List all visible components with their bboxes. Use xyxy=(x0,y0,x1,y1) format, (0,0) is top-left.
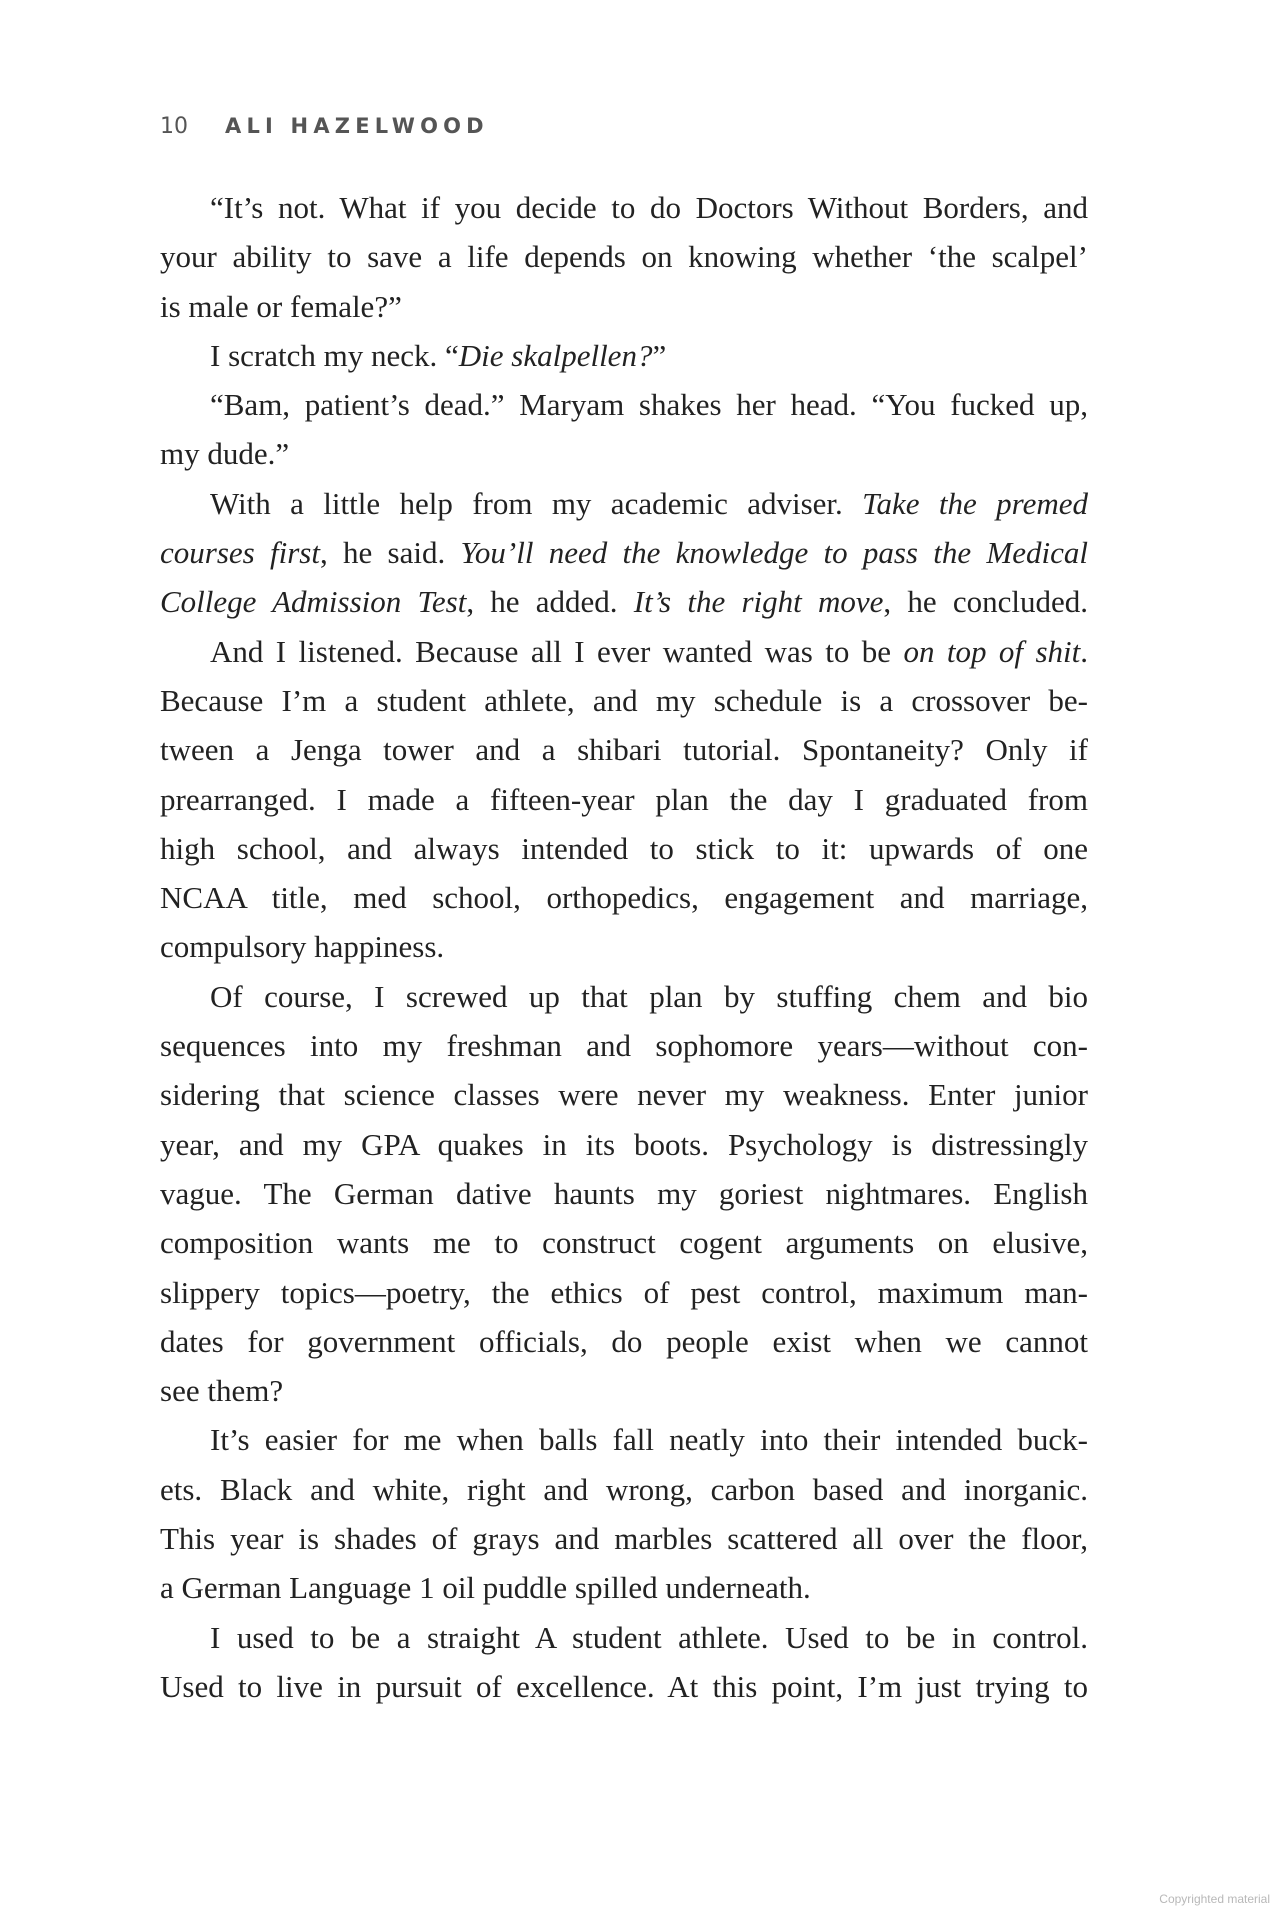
text-run: With a little help from my academic adviser. xyxy=(210,485,863,521)
text-run: Because I’m a student athlete, and my schedule is a crossover be- xyxy=(160,682,1088,718)
text-run: my dude.” xyxy=(160,436,290,472)
text-run: tween a Jenga tower and a shibari tutorial. Spontaneity? Only if xyxy=(160,732,1088,768)
italic-text-run: courses first xyxy=(160,535,320,571)
text-run: . xyxy=(1080,633,1088,669)
text-line xyxy=(160,972,1088,1021)
text-run: ” xyxy=(652,337,667,373)
text-run: “It’s not. What if you decide to do Doctors Without Borders, and xyxy=(210,190,1088,225)
text-run: NCAA title, med school, orthopedics, engagement and marriage, xyxy=(160,880,1088,916)
text-line xyxy=(160,922,1088,971)
italic-text-run: Die skalpellen? xyxy=(458,337,653,373)
running-head xyxy=(160,112,489,141)
text-line xyxy=(160,725,1088,774)
text-run: ets. Black and white, right and wrong, carbon based and inorganic. xyxy=(160,1471,1088,1507)
text-run: slippery topics—poetry, the ethics of pest control, maximum man- xyxy=(160,1274,1088,1310)
text-run: It’s easier for me when balls fall neatly into their intended buck- xyxy=(210,1422,1088,1458)
text-run: a German Language 1 oil puddle spilled underneath. xyxy=(160,1570,811,1606)
text-line xyxy=(160,1169,1088,1218)
text-line xyxy=(160,1317,1088,1366)
text-line xyxy=(160,775,1088,824)
text-line xyxy=(160,1070,1088,1119)
copyright-watermark: Copyrighted material xyxy=(1159,1892,1270,1906)
text-run: vague. The German dative haunts my goriest nightmares. English xyxy=(160,1175,1088,1211)
text-run: Of course, I screwed up that plan by stuffing chem and bio xyxy=(210,978,1088,1014)
text-line xyxy=(160,331,1088,380)
author-name: ALI HAZELWOOD xyxy=(225,114,489,138)
text-line xyxy=(160,282,1088,331)
text-line xyxy=(160,528,1088,577)
text-run: year, and my GPA quakes in its boots. Psychology is distressingly xyxy=(160,1126,1088,1162)
body-text xyxy=(160,183,1088,1711)
text-run: see them? xyxy=(160,1373,284,1409)
text-line xyxy=(160,183,1088,232)
text-line xyxy=(160,1021,1088,1070)
text-line xyxy=(160,1465,1088,1514)
text-line xyxy=(160,577,1088,626)
text-run: And I listened. Because all I ever wanted was to be xyxy=(210,633,904,669)
text-run: “Bam, patient’s dead.” Maryam shakes her head. “You fucked up, xyxy=(210,387,1088,423)
text-line xyxy=(160,824,1088,873)
text-run: I scratch my neck. “ xyxy=(210,337,459,373)
text-run: high school, and always intended to stick to it: upwards of one xyxy=(160,830,1088,866)
text-run: , he added. xyxy=(466,584,634,620)
italic-text-run: You’ll need the knowledge to pass the Medical xyxy=(460,535,1088,571)
text-run: compulsory happiness. xyxy=(160,929,445,965)
page-number: 10 xyxy=(160,114,188,139)
text-run: I used to be a straight A student athlete. Used to be in control. xyxy=(210,1619,1088,1655)
text-line xyxy=(160,1514,1088,1563)
text-line xyxy=(160,1120,1088,1169)
text-line xyxy=(160,1563,1088,1612)
text-line xyxy=(160,1366,1088,1415)
text-run: is male or female?” xyxy=(160,288,402,324)
text-line xyxy=(160,1415,1088,1464)
text-line xyxy=(160,1662,1088,1711)
italic-text-run: It’s the right move xyxy=(633,584,884,620)
text-run: , he said. xyxy=(319,535,461,571)
text-line xyxy=(160,627,1088,676)
text-line xyxy=(160,1268,1088,1317)
text-run: composition wants me to construct cogent arguments on elusive, xyxy=(160,1225,1088,1261)
text-line xyxy=(160,676,1088,725)
text-run: Used to live in pursuit of excellence. At this point, I’m just trying to xyxy=(160,1668,1088,1704)
italic-text-run: College Admission Test xyxy=(160,584,467,620)
text-line xyxy=(160,429,1088,478)
text-line xyxy=(160,479,1088,528)
italic-text-run: Take the premed xyxy=(862,485,1088,521)
text-line xyxy=(160,873,1088,922)
text-run: prearranged. I made a fifteen-year plan the day I graduated from xyxy=(160,781,1088,817)
text-run: sequences into my freshman and sophomore years—without con- xyxy=(160,1028,1088,1064)
text-run: , he concluded. xyxy=(883,584,1088,620)
text-line xyxy=(160,232,1088,281)
text-run: This year is shades of grays and marbles scattered all over the floor, xyxy=(160,1521,1088,1557)
text-run: sidering that science classes were never my weakness. Enter junior xyxy=(160,1077,1088,1113)
text-line xyxy=(160,1218,1088,1267)
text-line xyxy=(160,380,1088,429)
text-run: dates for government officials, do people exist when we cannot xyxy=(160,1323,1088,1359)
text-line xyxy=(160,1613,1088,1662)
text-run: your ability to save a life depends on knowing whether ‘the scalpel’ xyxy=(160,239,1088,275)
italic-text-run: on top of shit xyxy=(903,633,1081,669)
